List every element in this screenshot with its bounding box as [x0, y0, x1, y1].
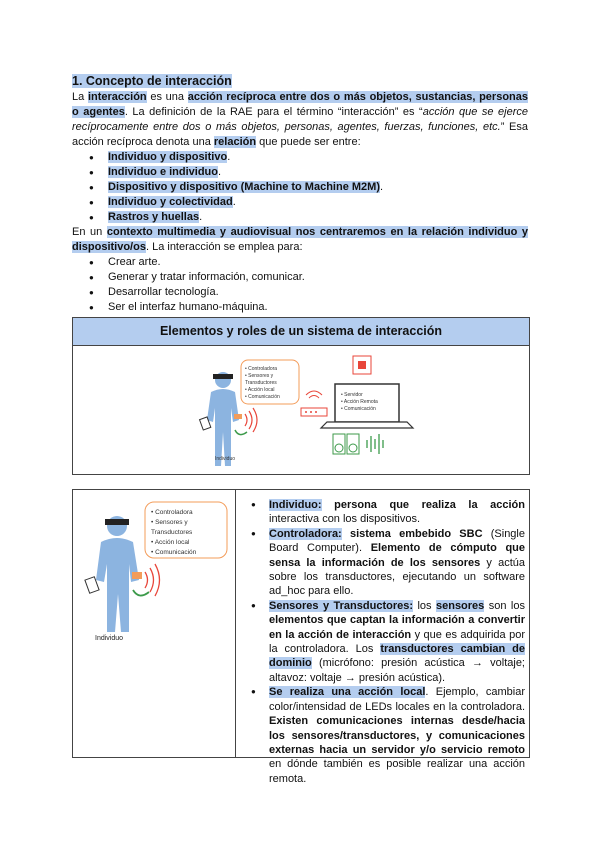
relations-list — [72, 150, 383, 225]
list-item: ● Generar y tratar información, comunicar. — [72, 270, 305, 285]
uses-list — [72, 255, 305, 315]
speaker-icon — [333, 434, 359, 454]
svg-text:• Controladora: • Controladora — [151, 509, 193, 516]
svg-text:• Comunicación: • Comunicación — [341, 406, 376, 412]
svg-text:Individuo: Individuo — [95, 635, 124, 642]
svg-text:Individuo: Individuo — [215, 456, 236, 462]
system-illustration — [193, 348, 493, 472]
column-divider — [235, 490, 236, 757]
interaction-system-box — [72, 317, 530, 475]
svg-text:Transductores: Transductores — [151, 529, 193, 536]
roles-table — [72, 489, 530, 785]
svg-text:• Sensores y: • Sensores y — [151, 519, 188, 526]
list-item: ● Individuo e individuo. — [72, 165, 383, 180]
router-icon — [301, 391, 327, 416]
svg-text:• Acción local: • Acción local — [151, 539, 190, 546]
individual-illustration — [77, 494, 233, 654]
list-item: ● Desarrollar tecnología. — [72, 285, 305, 300]
svg-text:• Acción Remota: • Acción Remota — [341, 399, 378, 405]
list-item: ● Sensores y Transductores: los sensores son los elementos que captan la información a convertir en la acción de interacción y que es adquirida por la controladora. Los transductores cambian de dominio (micrófono: presión acústica → voltaje; altavoz: voltaje → presión acústica). — [243, 599, 525, 685]
list-item: ● Controladora: sistema embebido SBC (Single Board Computer). Elemento de cómputo que sensa la información de los sensores y actúa sobre los transductores, ejecutando un software ad_hoc para ello. — [243, 527, 525, 599]
svg-text:• Acción local: • Acción local — [245, 387, 275, 393]
sound-wave-icon — [367, 434, 383, 454]
svg-text:• Comunicación: • Comunicación — [151, 549, 197, 556]
list-item: ● Rastros y huellas. — [72, 210, 383, 225]
list-item: ● Individuo: persona que realiza la acción interactiva con los dispositivos. — [243, 498, 525, 527]
svg-text:Transductores: Transductores — [245, 380, 277, 386]
svg-text:• Comunicación: • Comunicación — [245, 394, 280, 400]
box-title: Elementos y roles de un sistema de interacción — [73, 318, 529, 346]
context-paragraph: En un contexto multimedia y audiovisual nos centraremos en la relación individuo y dispositivo/os. La interacción se emplea para: — [72, 226, 528, 253]
list-item: ● Individuo y colectividad. — [72, 195, 383, 210]
list-item: ● Individuo y dispositivo. — [72, 150, 383, 165]
svg-text:• Servidor: • Servidor — [341, 392, 363, 398]
svg-text:• Controladora: • Controladora — [245, 366, 278, 372]
intro-paragraph: La interacción es una acción recíproca entre dos o más objetos, sustancias, personas o agentes. La definición de la RAE para el término “interacción” es “acción que se ejerce recíprocamente entre dos o más objetos, personas, agentes, fuerzas, funciones, etc.” Esa acción recíproca denota una relación que puede ser entre: — [72, 91, 529, 148]
roles-list — [243, 498, 525, 786]
list-item: ● Ser el interfaz humano-máquina. — [72, 300, 305, 315]
list-item: ● Crear arte. — [72, 255, 305, 270]
chip-icon — [353, 356, 371, 374]
svg-text:• Sensores y: • Sensores y — [245, 373, 274, 379]
section-heading: 1. Concepto de interacción — [72, 74, 232, 88]
list-item: ● Dispositivo y dispositivo (Machine to Machine M2M). — [72, 180, 383, 195]
list-item: ● Se realiza una acción local. Ejemplo, cambiar color/intensidad de LEDs locales en la controladora. Existen comunicaciones internas desde/hacia los sensores/transductores, y comunicaciones externas hacia un servidor y/o servicio remoto en dónde también es posible realizar una acción remota. — [243, 685, 525, 786]
